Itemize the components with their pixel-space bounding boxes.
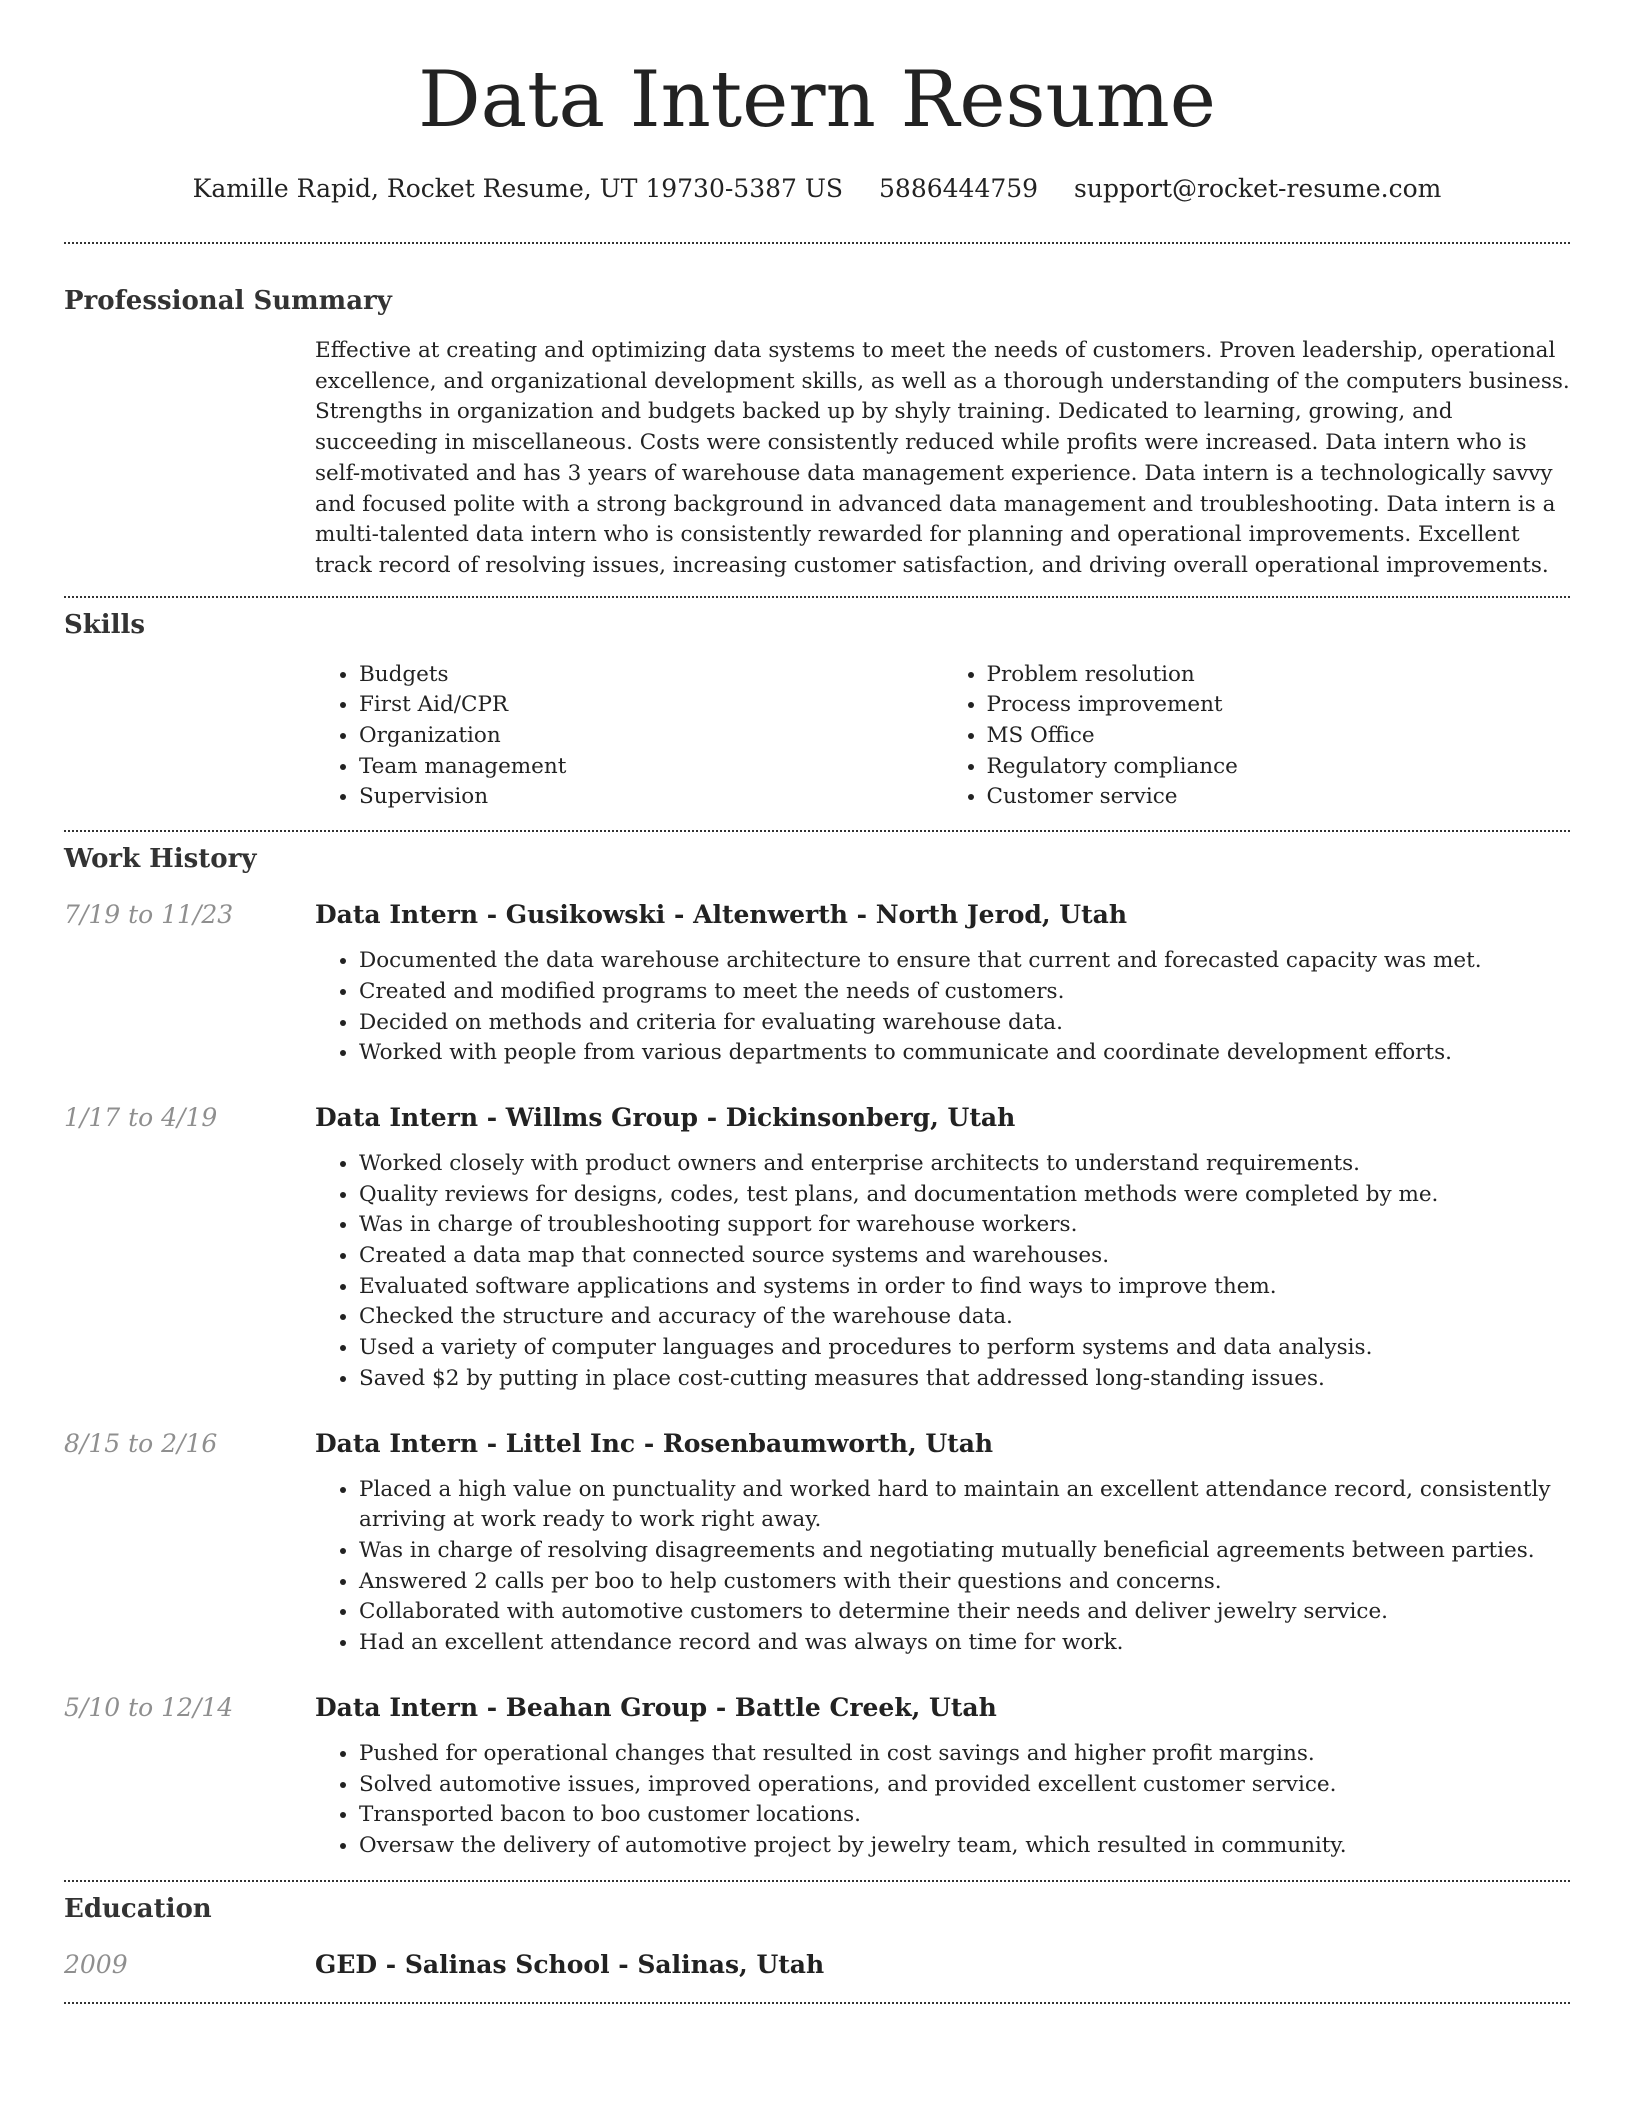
skills-column-left: [315, 660, 943, 814]
contact-address: Kamille Rapid, Rocket Resume, UT 19730-5387 US: [192, 174, 844, 203]
skill-item: • Process improvement: [987, 690, 1571, 721]
job-bullet: • Answered 2 calls per boo to help customers with their questions and concerns.: [359, 1567, 1570, 1598]
job-entry: [64, 898, 1570, 1069]
job-bullet: • Checked the structure and accuracy of the warehouse data.: [359, 1302, 1570, 1333]
job-bullet: • Placed a high value on punctuality and worked hard to maintain an excellent attendance record, consistently arriving at work ready to work right away.: [359, 1475, 1570, 1536]
contact-email: support@rocket-resume.com: [1074, 174, 1442, 203]
job-bullet: • Was in charge of resolving disagreements and negotiating mutually beneficial agreements between parties.: [359, 1536, 1570, 1567]
job-entry: [64, 1427, 1570, 1659]
job-bullet: • Pushed for operational changes that resulted in cost savings and higher profit margins.: [359, 1739, 1570, 1770]
divider: [64, 596, 1570, 598]
skill-item: • Regulatory compliance: [987, 752, 1571, 783]
job-bullet: • Worked closely with product owners and enterprise architects to understand requirements.: [359, 1149, 1570, 1180]
job-body: [315, 1427, 1570, 1659]
job-body: [315, 1101, 1570, 1395]
skill-item: • Problem resolution: [987, 660, 1571, 691]
job-bullet: • Solved automotive issues, improved operations, and provided excellent customer service.: [359, 1770, 1570, 1801]
job-bullets: [315, 1739, 1570, 1862]
section-heading-summary: Professional Summary: [64, 286, 392, 316]
skill-item: • Supervision: [359, 782, 943, 813]
job-entry: [64, 1101, 1570, 1395]
job-bullet: • Created a data map that connected source systems and warehouses.: [359, 1241, 1570, 1272]
divider: [64, 830, 1570, 832]
contact-line: [64, 172, 1570, 206]
job-bullets: [315, 1149, 1570, 1395]
job-dates: 1/17 to 4/19: [64, 1102, 218, 1132]
skill-item: • First Aid/CPR: [359, 690, 943, 721]
resume-page: [64, 0, 1570, 2004]
summary-block: [315, 336, 1570, 582]
job-dates: 5/10 to 12/14: [64, 1692, 234, 1722]
job-bullet: • Decided on methods and criteria for evaluating warehouse data.: [359, 1008, 1570, 1039]
skill-item: • Team management: [359, 752, 943, 783]
skill-item: • MS Office: [987, 721, 1571, 752]
section-heading-skills: Skills: [64, 609, 146, 640]
job-title: Data Intern - Gusikowski - Altenwerth - North Jerod, Utah: [315, 900, 1128, 930]
job-entry: [64, 1691, 1570, 1862]
job-bullet: • Collaborated with automotive customers to determine their needs and deliver jewelry service.: [359, 1597, 1570, 1628]
job-bullet: • Was in charge of troubleshooting support for warehouse workers.: [359, 1210, 1570, 1241]
job-bullet: • Used a variety of computer languages and procedures to perform systems and data analysis.: [359, 1333, 1570, 1364]
job-title: Data Intern - Willms Group - Dickinsonberg, Utah: [315, 1102, 1016, 1132]
skills-list: [315, 660, 1570, 814]
job-bullet: • Created and modified programs to meet the needs of customers.: [359, 977, 1570, 1008]
section-heading-education: Education: [64, 1893, 212, 1924]
education-year: 2009: [64, 1949, 128, 1979]
divider: [64, 242, 1570, 244]
job-bullets: [315, 946, 1570, 1069]
job-bullet: • Oversaw the delivery of automotive project by jewelry team, which resulted in community.: [359, 1831, 1570, 1862]
education-body: [315, 1948, 1570, 1982]
job-bullet: • Had an excellent attendance record and was always on time for work.: [359, 1628, 1570, 1659]
summary-text: Effective at creating and optimizing data systems to meet the needs of customers. Proven leadership, operational excellence, and organizational development skills, as well as a thorough understanding of the computers business. Strengths in organization and budgets backed up by shyly training. Dedicated to learning, growing, and succeeding in miscellaneous. Costs were consistently reduced while profits were increased. Data intern who is self-motivated and has 3 years of warehouse data management experience. Data intern is a technologically savvy and focused polite with a strong background in advanced data management and troubleshooting. Data intern is a multi-talented data intern who is consistently rewarded for planning and operational improvements. Excellent track record of resolving issues, increasing customer satisfaction, and driving overall operational improvements.: [315, 338, 1570, 578]
skill-item: • Organization: [359, 721, 943, 752]
job-bullet: • Transported bacon to boo customer locations.: [359, 1800, 1570, 1831]
divider: [64, 2002, 1570, 2004]
skill-item: • Budgets: [359, 660, 943, 691]
job-body: [315, 1691, 1570, 1862]
education-title: GED - Salinas School - Salinas, Utah: [315, 1949, 825, 1979]
job-bullet: • Documented the data warehouse architecture to ensure that current and forecasted capacity was met.: [359, 946, 1570, 977]
job-dates: 8/15 to 2/16: [64, 1428, 218, 1458]
resume-title: Data Intern Resume: [418, 55, 1216, 145]
skills-column-right: [943, 660, 1571, 814]
skill-item: • Customer service: [987, 782, 1571, 813]
job-dates: 7/19 to 11/23: [64, 900, 234, 930]
education-entry: [64, 1948, 1570, 1982]
section-heading-work: Work History: [64, 844, 257, 875]
job-bullets: [315, 1475, 1570, 1659]
job-bullet: • Worked with people from various departments to communicate and coordinate development efforts.: [359, 1038, 1570, 1069]
job-title: Data Intern - Beahan Group - Battle Creek, Utah: [315, 1692, 997, 1722]
job-body: [315, 898, 1570, 1069]
job-bullet: • Evaluated software applications and systems in order to find ways to improve them.: [359, 1272, 1570, 1303]
divider: [64, 1880, 1570, 1882]
job-title: Data Intern - Littel Inc - Rosenbaumworth, Utah: [315, 1428, 994, 1458]
contact-phone: 5886444759: [879, 174, 1039, 203]
job-bullet: • Saved $2 by putting in place cost-cutting measures that addressed long-standing issues.: [359, 1364, 1570, 1395]
job-bullet: • Quality reviews for designs, codes, test plans, and documentation methods were completed by me.: [359, 1180, 1570, 1211]
